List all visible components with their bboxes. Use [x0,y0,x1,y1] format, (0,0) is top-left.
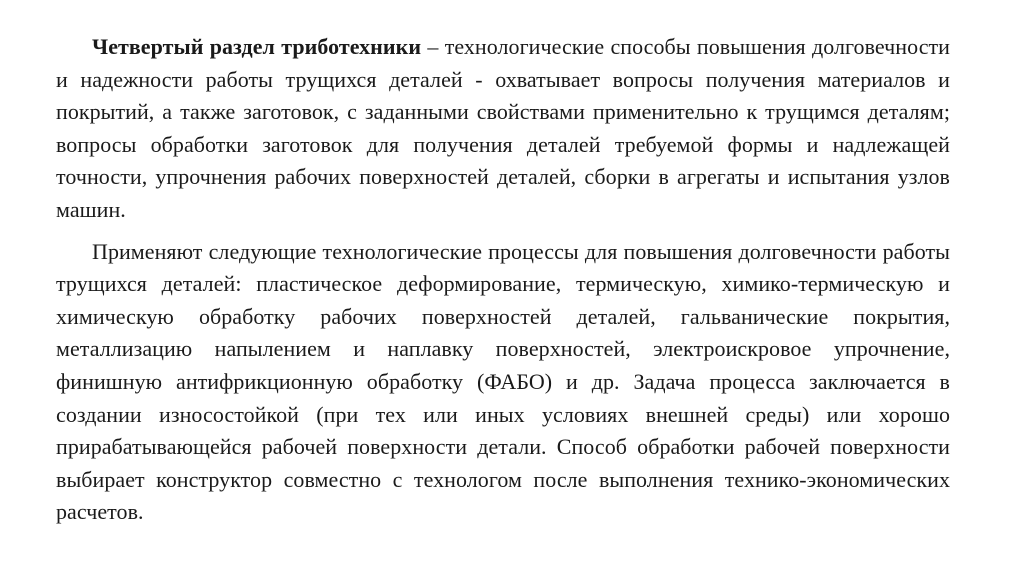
paragraph-1 [56,31,950,227]
paragraph-2 [56,236,950,529]
paragraph-2-text: Применяют следующие технологические процессы для повышения долговечности работы трущихся деталей: пластическое деформирование, термическую, химико-термическую и химическую обработку рабочих поверхностей деталей, гальванические покрытия, металлизацию напылением и наплавку поверхностей, электроискровое упрочнение, финишную антифрикционную обработку (ФАБО) и др. Задача процесса заключается в создании износостойкой (при тех или иных условиях внешней среды) или хорошо прирабатывающейся рабочей поверхности детали. Способ обработки рабочей поверхности выбирает конструктор совместно с технологом после выполнения технико-экономических расчетов. [56,238,950,525]
paragraph-1-text: – технологические способы повышения долговечности и надежности работы трущихся деталей - охватывает вопросы получения материалов и покрытий, а также заготовок, с заданными свойствами применительно к трущимся деталям; вопросы обработки заготовок для получения деталей требуемой формы и надлежащей точности, упрочнения рабочих поверхностей деталей, сборки в агрегаты и испытания узлов машин. [56,34,950,222]
paragraph-1-lead: Четвертый раздел триботехники [92,34,422,59]
